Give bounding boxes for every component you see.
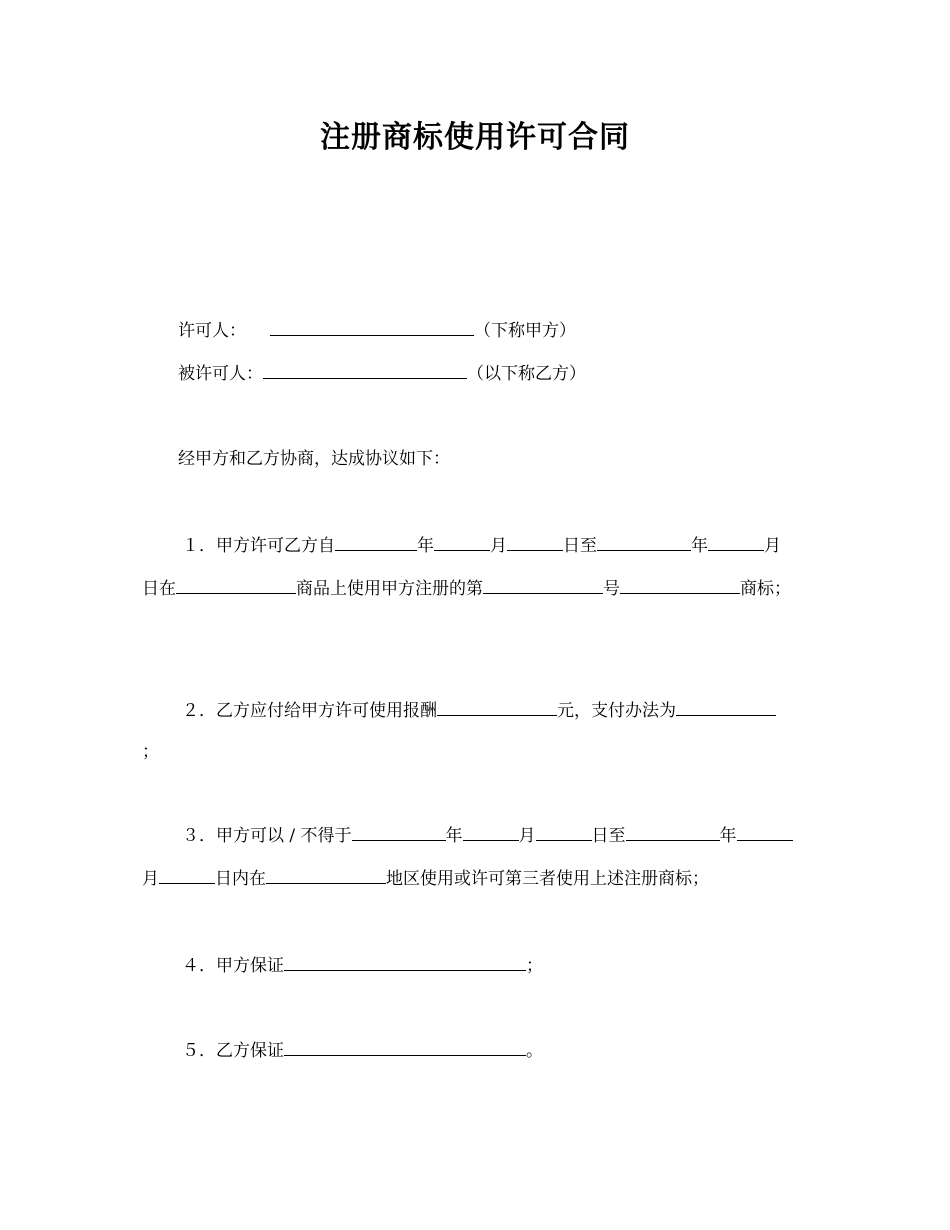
clause-1-text: 商标； bbox=[740, 579, 791, 599]
licensor-suffix: （下称甲方） bbox=[474, 321, 576, 341]
clause-2-line-2: ； bbox=[142, 742, 159, 762]
clause-3-start-month-blank[interactable] bbox=[463, 823, 519, 841]
licensor-label: 许可人： bbox=[178, 321, 246, 341]
clause-1-text: 年 bbox=[691, 536, 708, 556]
clause-1-text: 号 bbox=[603, 579, 620, 599]
clause-1-end-month-blank[interactable] bbox=[708, 533, 764, 551]
clause-5-line bbox=[182, 1038, 543, 1062]
clause-1-end-year-blank[interactable] bbox=[597, 533, 691, 551]
clause-3-text: 年 bbox=[719, 826, 737, 846]
clause-1-start-month-blank[interactable] bbox=[434, 533, 490, 551]
licensor-blank[interactable] bbox=[270, 318, 474, 336]
clause-1-text: 年 bbox=[417, 536, 434, 556]
licensee-line bbox=[178, 361, 586, 385]
clause-1-text: 月 bbox=[490, 536, 507, 556]
clause-3-end-day-blank[interactable] bbox=[159, 866, 215, 884]
clause-1-line-2 bbox=[142, 576, 791, 600]
clause-3-text: 年 bbox=[445, 826, 463, 846]
clause-3-end-year-blank[interactable] bbox=[626, 823, 720, 841]
licensee-blank[interactable] bbox=[263, 361, 467, 379]
clause-4-text: ； bbox=[526, 956, 543, 976]
clause-1-line-1 bbox=[182, 533, 781, 557]
clause-5-text: 乙方保证 bbox=[216, 1041, 284, 1061]
clause-4-line bbox=[182, 953, 543, 977]
clause-3-line-2 bbox=[142, 866, 709, 890]
clause-3-text: 日内在 bbox=[215, 869, 266, 889]
clause-1-text: 日在 bbox=[142, 579, 176, 599]
clause-3-text: 日至 bbox=[591, 826, 626, 846]
intro-paragraph: 经甲方和乙方协商，达成协议如下： bbox=[178, 449, 450, 469]
clause-3-start-day-blank[interactable] bbox=[536, 823, 592, 841]
clause-2-payment-method-blank[interactable] bbox=[676, 698, 776, 716]
clause-3-end-month-blank[interactable] bbox=[737, 823, 793, 841]
document-title: 注册商标使用许可合同 bbox=[320, 120, 630, 155]
clause-3-text: 甲方可以 / 不得于 bbox=[216, 826, 352, 846]
clause-1-text: 日至 bbox=[563, 536, 597, 556]
clause-3-text: 月 bbox=[142, 869, 159, 889]
clause-3-start-year-blank[interactable] bbox=[352, 823, 446, 841]
clause-2-amount-blank[interactable] bbox=[437, 698, 557, 716]
clause-1-start-day-blank[interactable] bbox=[507, 533, 563, 551]
clause-3-region-blank[interactable] bbox=[266, 866, 386, 884]
clause-4-number: ４． bbox=[182, 956, 216, 976]
clause-4-guarantee-blank[interactable] bbox=[284, 953, 526, 971]
clause-4-text: 甲方保证 bbox=[216, 956, 284, 976]
clause-3-text: 地区使用或许可第三者使用上述注册商标； bbox=[386, 869, 709, 889]
clause-2-text: 元，支付办法为 bbox=[557, 701, 676, 721]
licensee-suffix: （以下称乙方） bbox=[467, 364, 586, 384]
clause-5-text: 。 bbox=[526, 1041, 543, 1061]
clause-1-text: 甲方许可乙方自 bbox=[216, 536, 335, 556]
clause-3-text: 月 bbox=[518, 826, 536, 846]
licensee-label: 被许可人： bbox=[178, 364, 263, 384]
clause-3-number: ３． bbox=[182, 826, 216, 846]
clause-5-number: ５． bbox=[182, 1041, 216, 1061]
clause-1-number: １． bbox=[182, 536, 216, 556]
clause-3-line-1 bbox=[182, 823, 793, 847]
clause-2-number: ２． bbox=[182, 701, 216, 721]
clause-2-line-1 bbox=[182, 698, 776, 722]
clause-1-text: 商品上使用甲方注册的第 bbox=[296, 579, 483, 599]
clause-1-text: 月 bbox=[764, 536, 781, 556]
clause-1-goods-blank[interactable] bbox=[176, 576, 296, 594]
clause-1-start-year-blank[interactable] bbox=[335, 533, 417, 551]
licensor-line bbox=[178, 318, 576, 342]
clause-5-guarantee-blank[interactable] bbox=[284, 1038, 526, 1056]
clause-1-registration-number-blank[interactable] bbox=[483, 576, 603, 594]
clause-1-trademark-blank[interactable] bbox=[620, 576, 740, 594]
clause-2-text: 乙方应付给甲方许可使用报酬 bbox=[216, 701, 437, 721]
